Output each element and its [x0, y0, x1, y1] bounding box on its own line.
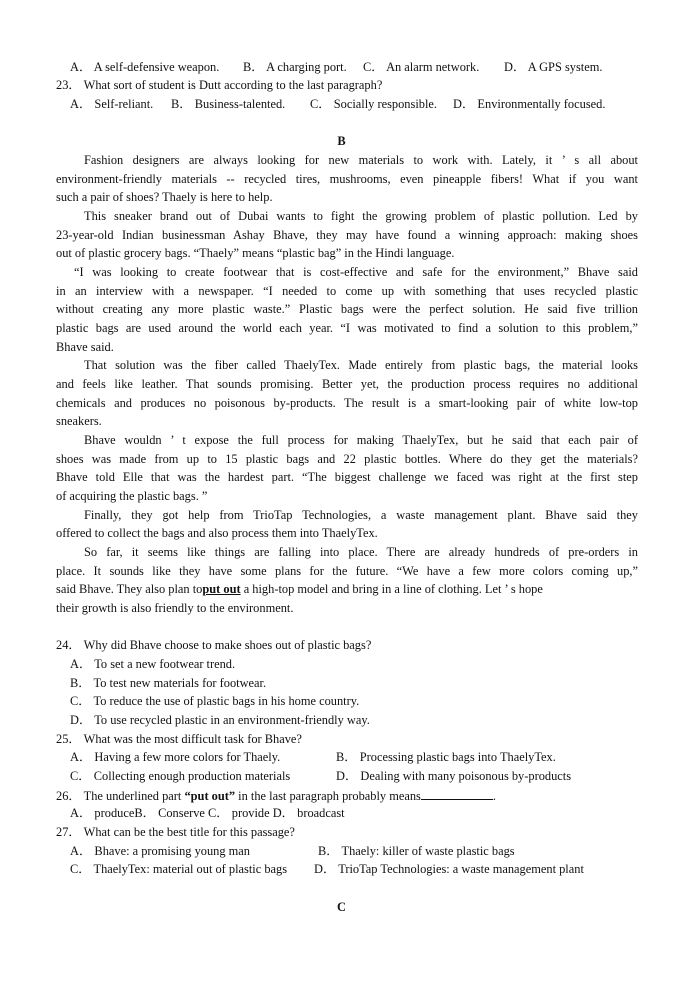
- passage-line: and feels like leather. That sounds promising. Better yet, the production process requires no additional: [56, 377, 638, 391]
- passage-line: their growth is also friendly to the environment.: [56, 601, 294, 615]
- q23-option-c: C． Socially responsible.: [310, 97, 437, 111]
- q26-stem: [56, 788, 496, 804]
- q25-option-c: C． Collecting enough production materials: [70, 769, 291, 783]
- underlined-phrase: put out: [202, 582, 241, 596]
- q27-option-d: D． TrioTap Technologies: a waste management plant: [314, 862, 584, 876]
- q22-option-c: C． An alarm network.: [363, 60, 480, 74]
- passage-line: Bhave told Elle that was the hardest part. “The biggest challenge we faced was right at the first step: [56, 470, 638, 484]
- passage-line: environment-friendly materials -- recycled tires, mushrooms, even pineapple fibers! What if you want: [56, 172, 638, 186]
- q24-option-c: C． To reduce the use of plastic bags in his home country.: [70, 694, 360, 708]
- q22-option-a: A． A self-defensive weapon.: [70, 60, 220, 74]
- passage-line: Finally, they got help from TrioTap Technologies, a waste management plant. Bhave said they: [84, 508, 638, 522]
- q26-stem-text: in the last paragraph probably means: [235, 789, 421, 803]
- section-b-heading: B: [337, 134, 346, 148]
- q25-option-d: D． Dealing with many poisonous by-products: [336, 769, 572, 783]
- passage-line: plastic bags are used around the world each year. “I was motivated to find a solution to this problem,”: [56, 321, 638, 335]
- passage-line: Bhave wouldn ’ t expose the full process for making ThaelyTex, but he said that each pair of: [84, 433, 638, 447]
- section-c-heading: C: [337, 900, 346, 914]
- q22-option-b: B． A charging port.: [243, 60, 347, 74]
- passage-line: That solution was the fiber called ThaelyTex. Made entirely from plastic bags, the material looks: [84, 358, 638, 372]
- q24-option-b: B． To test new materials for footwear.: [70, 676, 267, 690]
- q23-option-d: D． Environmentally focused.: [453, 97, 606, 111]
- q27-stem: 27． What can be the best title for this passage?: [56, 825, 295, 839]
- passage-line: “I was looking to create footwear that is cost-effective and safe for the environment,” Bhave said: [74, 265, 638, 279]
- passage-line: in an interview with a newspaper. “I needed to come up with something that uses recycled plastic: [56, 284, 638, 298]
- q26-stem-period: .: [492, 789, 496, 803]
- passage-line: So far, it seems like things are falling into place. There are already hundreds of pre-orders in: [84, 545, 638, 559]
- answer-blank[interactable]: [421, 788, 493, 800]
- passage-line: sneakers.: [56, 414, 102, 428]
- passage-line: [56, 582, 543, 597]
- q25-option-a: A． Having a few more colors for Thaely.: [70, 750, 281, 764]
- passage-line: of acquiring the plastic bags. ”: [56, 489, 208, 503]
- passage-line: shoes was made from up to 15 plastic bags and 22 plastic bottles. Where do they get the materials?: [56, 452, 638, 466]
- q23-stem: 23． What sort of student is Dutt according to the last paragraph?: [56, 78, 383, 92]
- q24-option-d: D． To use recycled plastic in an environment-friendly way.: [70, 713, 370, 727]
- q26-options: A． produceB． Conserve C． provide D． broadcast: [70, 806, 345, 820]
- q27-option-a: A． Bhave: a promising young man: [70, 844, 250, 858]
- passage-text: said Bhave. They also plan to: [56, 582, 203, 596]
- q24-option-a: A． To set a new footwear trend.: [70, 657, 236, 671]
- q24-stem: 24． Why did Bhave choose to make shoes out of plastic bags?: [56, 638, 372, 652]
- passage-line: without creating any more plastic waste.” Plastic bags were the perfect solution. He said five trillion: [56, 302, 638, 316]
- q26-stem-text: 26． The underlined part: [56, 789, 185, 803]
- q23-option-b: B． Business-talented.: [171, 97, 286, 111]
- passage-line: out of plastic grocery bags. “Thaely” means “plastic bag” in the Hindi language.: [56, 246, 455, 260]
- q22-option-d: D． A GPS system.: [504, 60, 603, 74]
- q25-stem: 25． What was the most difficult task for Bhave?: [56, 732, 302, 746]
- passage-line: 23-year-old Indian businessman Ashay Bhave, they may have found a winning approach: making shoes: [56, 228, 638, 242]
- passage-line: Fashion designers are always looking for new materials to work with. Lately, it ’ s all about: [84, 153, 638, 167]
- q27-option-b: B． Thaely: killer of waste plastic bags: [318, 844, 515, 858]
- q26-quoted-phrase: “put out”: [184, 789, 236, 803]
- passage-line: chemicals and produces no poisonous by-products. The result is a smart-looking pair of white low-top: [56, 396, 638, 410]
- passage-line: such a pair of shoes? Thaely is here to help.: [56, 190, 273, 204]
- q25-option-b: B． Processing plastic bags into ThaelyTex.: [336, 750, 556, 764]
- q27-option-c: C． ThaelyTex: material out of plastic bags: [70, 862, 288, 876]
- passage-line: This sneaker brand out of Dubai wants to fight the growing problem of plastic pollution. Led by: [84, 209, 638, 223]
- passage-text: a high-top model and bring in a line of clothing. Let ’ s hope: [240, 582, 543, 596]
- passage-line: offered to collect the bags and also process them into ThaelyTex.: [56, 526, 378, 540]
- passage-line: Bhave said.: [56, 340, 114, 354]
- q23-option-a: A． Self-reliant.: [70, 97, 154, 111]
- passage-line: place. It sounds like they have some plans for the future. “We have a few more colors coming up,”: [56, 564, 638, 578]
